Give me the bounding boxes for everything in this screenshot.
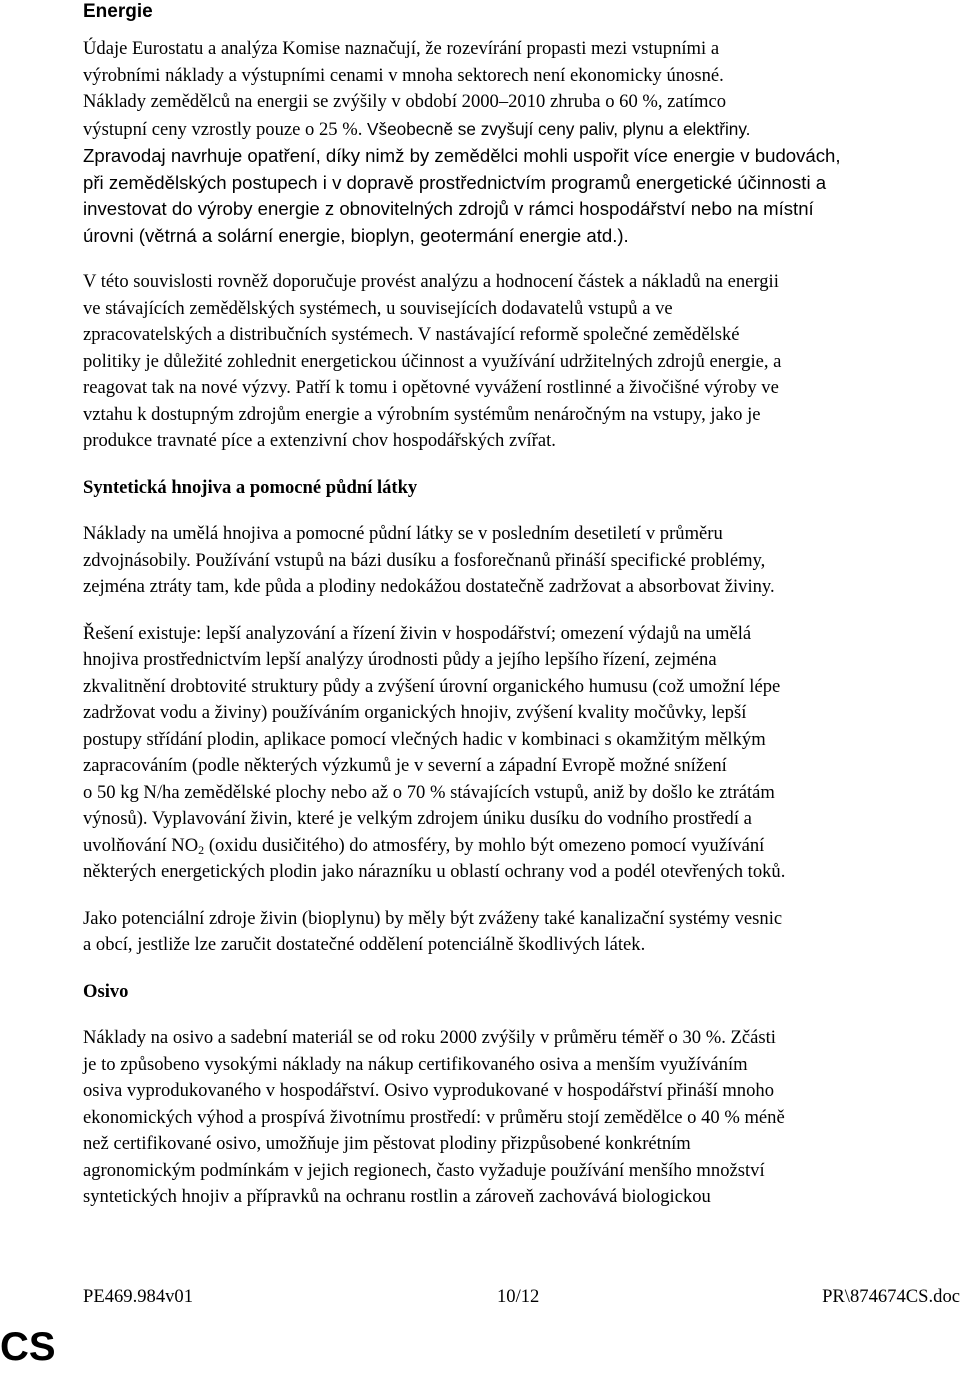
text-line: syntetických hnojiv a přípravků na ochranu rostlin a zároveň zachovává biologickou — [83, 1186, 711, 1207]
text-line: zdvojnásobily. Používání vstupů na bázi dusíku a fosforečnanů přináší specifické problémy, — [83, 549, 766, 571]
text-line: než certifikované osivo, umožňuje jim pěstovat plodiny přizpůsobené konkrétním — [83, 1133, 691, 1154]
text-line: Náklady zemědělců na energii se zvýšily v období 2000–2010 zhruba o 60 %, zatímco — [83, 91, 727, 112]
text-line: výnosů). Vyplavování živin, které je velkým zdrojem úniku dusíku do vodního prostředí a — [83, 808, 752, 829]
paragraph-fertilizer-costs — [83, 521, 955, 601]
text-line — [83, 833, 955, 860]
text-line: výrobními náklady a výstupními cenami v mnoha sektorech není ekonomicky únosné. — [83, 64, 724, 86]
text-line: zpracovatelských a distribučních systémech. V nastávající reformě společné zemědělské — [83, 324, 740, 345]
text-line: některých energetických plodin jako nárazníku u oblastí ochrany vod a podél otevřených toků. — [83, 861, 786, 882]
text-line: hnojiva prostřednictvím lepší analýzy úrodnosti půdy a jejího lepšího řízení, zejména — [83, 649, 717, 670]
paragraph-seed-costs — [83, 1025, 955, 1211]
section-heading-energy: Energie — [83, 1, 153, 22]
text-segment: uvolňování NO — [83, 834, 199, 856]
text-segment: výstupní ceny vzrostly pouze o 25 %. — [83, 118, 363, 140]
paragraph-energy-analysis — [83, 269, 955, 455]
text-line: o 50 kg N/ha zemědělské plochy nebo až o 70 % stávajících vstupů, aniž by došlo ke ztrátám — [83, 781, 775, 803]
text-line: Jako potenciální zdroje živin (bioplynu) by měly být zváženy také kanalizační systémy vesnic — [83, 907, 783, 929]
text-line: V této souvislosti rovněž doporučuje provést analýzu a hodnocení částek a nákladů na energii — [83, 271, 779, 292]
text-line: ekonomických výhod a prospívá životnímu prostředí: v průměru stojí zemědělce o 40 % méně — [83, 1106, 785, 1128]
text-line: zkvalitnění drobtovité struktury půdy a zvýšení úrovní organického humusu (což umožní lépe — [83, 675, 781, 697]
file-name: PR\874674CS.doc — [822, 1286, 960, 1307]
page-footer — [83, 1284, 960, 1310]
text-line: zejména ztráty tam, kde půda a plodiny nedokážou dostatečně zadržovat a absorbovat živiny. — [83, 576, 775, 597]
text-line: zadržovat vodu a živiny) používáním organických hnojiv, zvýšení kvality močůvky, lepší — [83, 702, 747, 723]
text-line: Náklady na osivo a sadební materiál se od roku 2000 zvýšily v průměru téměř o 30 %. Zčásti — [83, 1027, 776, 1048]
text-segment: (oxidu dusičitého) do atmosféry, by mohlo být omezeno pomocí využívání — [204, 834, 765, 856]
paragraph-nutrient-solution — [83, 621, 955, 886]
text-line: a obcí, jestliže lze zaručit dostatečné oddělení potenciálně škodlivých látek. — [83, 934, 646, 955]
text-segment-sans: Všeobecně se zvyšují ceny paliv, plynu a elektřiny. — [367, 118, 751, 139]
language-code: CS — [0, 1325, 56, 1369]
text-line: postupy střídání plodin, aplikace pomocí vlečných hadic v kombinaci s okamžitým mělkým — [83, 728, 766, 750]
text-line: Údaje Eurostatu a analýza Komise naznačují, že rozevírání propasti mezi vstupními a — [83, 38, 720, 59]
paragraph-biogas — [83, 906, 955, 959]
text-line: při zemědělských postupech i v dopravě prostřednictvím programů energetické účinnosti a — [83, 171, 827, 193]
text-line: Náklady na umělá hnojiva a pomocné půdní látky se v posledním desetiletí v průměru — [83, 523, 723, 544]
text-line: agronomickým podmínkám v jejich regionech, často vyžaduje používání menšího množství — [83, 1159, 765, 1181]
text-line: reagovat tak na nové výzvy. Patří k tomu i opětovné vyvážení rostlinné a živočišné výroby ve — [83, 377, 779, 398]
page-number: 10/12 — [497, 1286, 540, 1307]
subscript: 2 — [198, 842, 205, 857]
text-line: ve stávajících zemědělských systémech, u souvisejících dodavatelů vstupů a ve — [83, 297, 673, 319]
text-line — [83, 116, 955, 144]
document-body — [83, 36, 955, 1211]
text-line: zapracováním (podle některých výzkumů je v severní a západní Evropě možné snížení — [83, 755, 727, 776]
paragraph-energy-costs — [83, 36, 955, 249]
text-line: je to způsobeno vysokými náklady na nákup certifikovaného osiva a menším využíváním — [83, 1053, 748, 1075]
text-line: investovat do výroby energie z obnovitelných zdrojů v rámci hospodářství nebo na místní — [83, 198, 814, 219]
text-line: politiky je důležité zohlednit energetickou účinnost a využívání udržitelných zdrojů energie, a — [83, 350, 782, 372]
document-reference: PE469.984v01 — [83, 1286, 194, 1307]
text-line: Zpravodaj navrhuje opatření, díky nimž by zemědělci mohli uspořit více energie v budovách, — [83, 145, 841, 166]
text-line: osiva vyprodukovaného v hospodářství. Osivo vyprodukované v hospodářství přináší mnoho — [83, 1080, 774, 1101]
section-heading-fertilizers: Syntetická hnojiva a pomocné půdní látky — [83, 476, 418, 498]
text-line: produkce travnaté píce a extenzivní chov hospodářských zvířat. — [83, 430, 556, 451]
section-heading-seed: Osivo — [83, 980, 129, 1002]
text-line: úrovni (větrná a solární energie, bioplyn, geotermání energie atd.). — [83, 224, 629, 246]
text-line: vztahu k dostupným zdrojům energie a výrobním systémům nenáročným na vstupy, jako je — [83, 403, 761, 425]
text-line: Řešení existuje: lepší analyzování a řízení živin v hospodářství; omezení výdajů na umělá — [83, 622, 752, 644]
